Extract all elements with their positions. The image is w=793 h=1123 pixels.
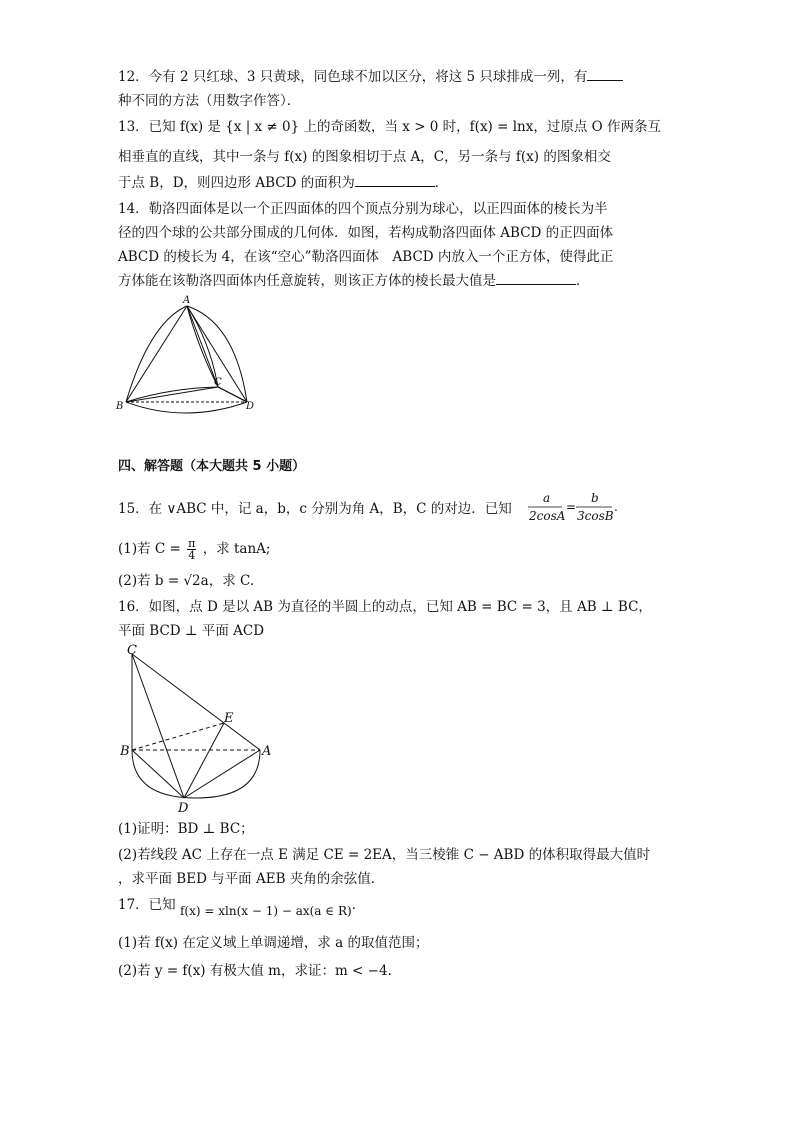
q13-line3 bbox=[118, 174, 448, 192]
label-d: D bbox=[178, 801, 189, 816]
q15-part1-end: ，求 tanA; bbox=[202, 541, 271, 557]
answer-blank bbox=[587, 68, 623, 81]
edge-ca bbox=[132, 654, 260, 750]
edge-ed bbox=[184, 723, 224, 798]
q16-line1: 16．如图，点 D 是以 AB 为直径的半圆上的动点，已知 AB = BC = 3，且 AB ⊥ BC， bbox=[118, 599, 652, 615]
q12-line2: 种不同的方法（用数字作答）． bbox=[118, 93, 301, 109]
edge-cd bbox=[132, 654, 184, 798]
edge-be-hidden bbox=[132, 723, 224, 750]
q15-part1-fraction bbox=[187, 538, 196, 561]
edge-ad bbox=[184, 750, 260, 798]
q14-line2: 径的四个球的公共部分围成的几何体．如图，若构成勒洛四面体 ABCD 的正四面体 bbox=[118, 225, 614, 241]
q16-line2: 平面 BCD ⊥ 平面 ACD bbox=[118, 623, 265, 639]
answer-blank bbox=[355, 174, 435, 187]
q15-part1-text: (1)若 C = bbox=[118, 541, 181, 557]
q17-part1: (1)若 f(x) 在定义域上单调递增，求 a 的取值范围； bbox=[118, 935, 429, 951]
edge-ac bbox=[187, 306, 218, 387]
q14-line3: ABCD 的棱长为 4，在该“空心”勒洛四面体 ABCD 内放入一个正方体，使得此正 bbox=[118, 249, 614, 265]
part1-frac-numerator: π bbox=[188, 537, 196, 550]
q15-text1: 15．在 ∨ABC 中，记 a，b，c 分别为角 A，B，C 的对边．已知 bbox=[118, 501, 512, 517]
equals-sign: = bbox=[566, 500, 577, 514]
label-b: B bbox=[120, 744, 130, 759]
q13-line2: 相垂直的直线，其中一条与 f(x) 的图象相切于点 A，C，另一条与 f(x) 的图象相交 bbox=[118, 149, 611, 165]
edge-ab bbox=[126, 306, 187, 402]
q12-line1 bbox=[118, 68, 623, 86]
q13-line1: 13．已知 f(x) 是 {x | x ≠ 0} 上的奇函数，当 x > 0 时，f(x) = lnx，过原点 O 作两条互 bbox=[118, 119, 661, 135]
q15-part1 bbox=[118, 538, 270, 561]
q17-text1: 17．已知 bbox=[118, 897, 176, 913]
frac2-numerator: b bbox=[591, 491, 599, 505]
q16-part1: (1)证明：BD ⊥ BC； bbox=[118, 821, 254, 837]
label-c: C bbox=[214, 377, 222, 388]
frac1-numerator: a bbox=[543, 491, 551, 505]
q14-line1: 14．勒洛四面体是以一个正四面体的四个顶点分别为球心，以正四面体的棱长为半 bbox=[118, 201, 608, 217]
part1-frac-denominator: 4 bbox=[188, 549, 196, 562]
q13-text3-end: ． bbox=[434, 175, 449, 191]
q16-part2-line2: ，求平面 BED 与平面 AEB 夹角的余弦值． bbox=[118, 871, 385, 887]
label-c: C bbox=[127, 643, 137, 658]
q16-part2-line1: (2)若线段 AC 上存在一点 E 满足 CE = 2EA，当三棱锥 C − ABD 的体积取得最大值时 bbox=[118, 847, 651, 863]
q15-fraction-equation bbox=[526, 490, 626, 526]
q15-line1 bbox=[118, 500, 512, 518]
label-a: A bbox=[262, 744, 272, 759]
q15-part2: (2)若 b = √2a，求 C. bbox=[118, 573, 255, 589]
q14-line4 bbox=[118, 272, 590, 290]
q17-formula: f(x) = xln(x − 1) − ax(a ∈ R) bbox=[179, 904, 352, 918]
pyramid-semicircle-figure bbox=[112, 642, 282, 814]
q14-text4: 方体能在该勒洛四面体内任意旋转，则该正方体的棱长最大值是 bbox=[118, 273, 496, 289]
q17-part2: (2)若 y = f(x) 有极大值 m，求证：m < −4. bbox=[118, 963, 392, 979]
reuleaux-tetrahedron-figure bbox=[110, 292, 270, 422]
q12-text1: 12．今有 2 只红球、3 只黄球，同色球不加以区分，将这 5 只球排成一列，有 bbox=[118, 69, 588, 85]
label-d: D bbox=[246, 401, 255, 412]
edge-bc bbox=[126, 387, 218, 402]
frac1-denominator: 2cosA bbox=[529, 509, 566, 523]
section-title: 四、解答题（本大题共 5 小题） bbox=[118, 459, 306, 474]
label-a: A bbox=[183, 295, 191, 306]
q15-line1-end: . bbox=[614, 500, 618, 514]
q13-text3: 于点 B，D，则四边形 ABCD 的面积为 bbox=[118, 175, 355, 191]
answer-blank bbox=[496, 272, 576, 285]
frac2-denominator: 3cosB bbox=[577, 509, 614, 523]
q17-text1-end: ． bbox=[351, 897, 366, 913]
label-e: E bbox=[224, 711, 234, 726]
label-b: B bbox=[116, 401, 124, 412]
arc-bd bbox=[126, 402, 247, 413]
q17-line1 bbox=[118, 896, 366, 918]
edge-bd bbox=[132, 750, 184, 798]
q14-text4-end: ． bbox=[576, 273, 590, 289]
